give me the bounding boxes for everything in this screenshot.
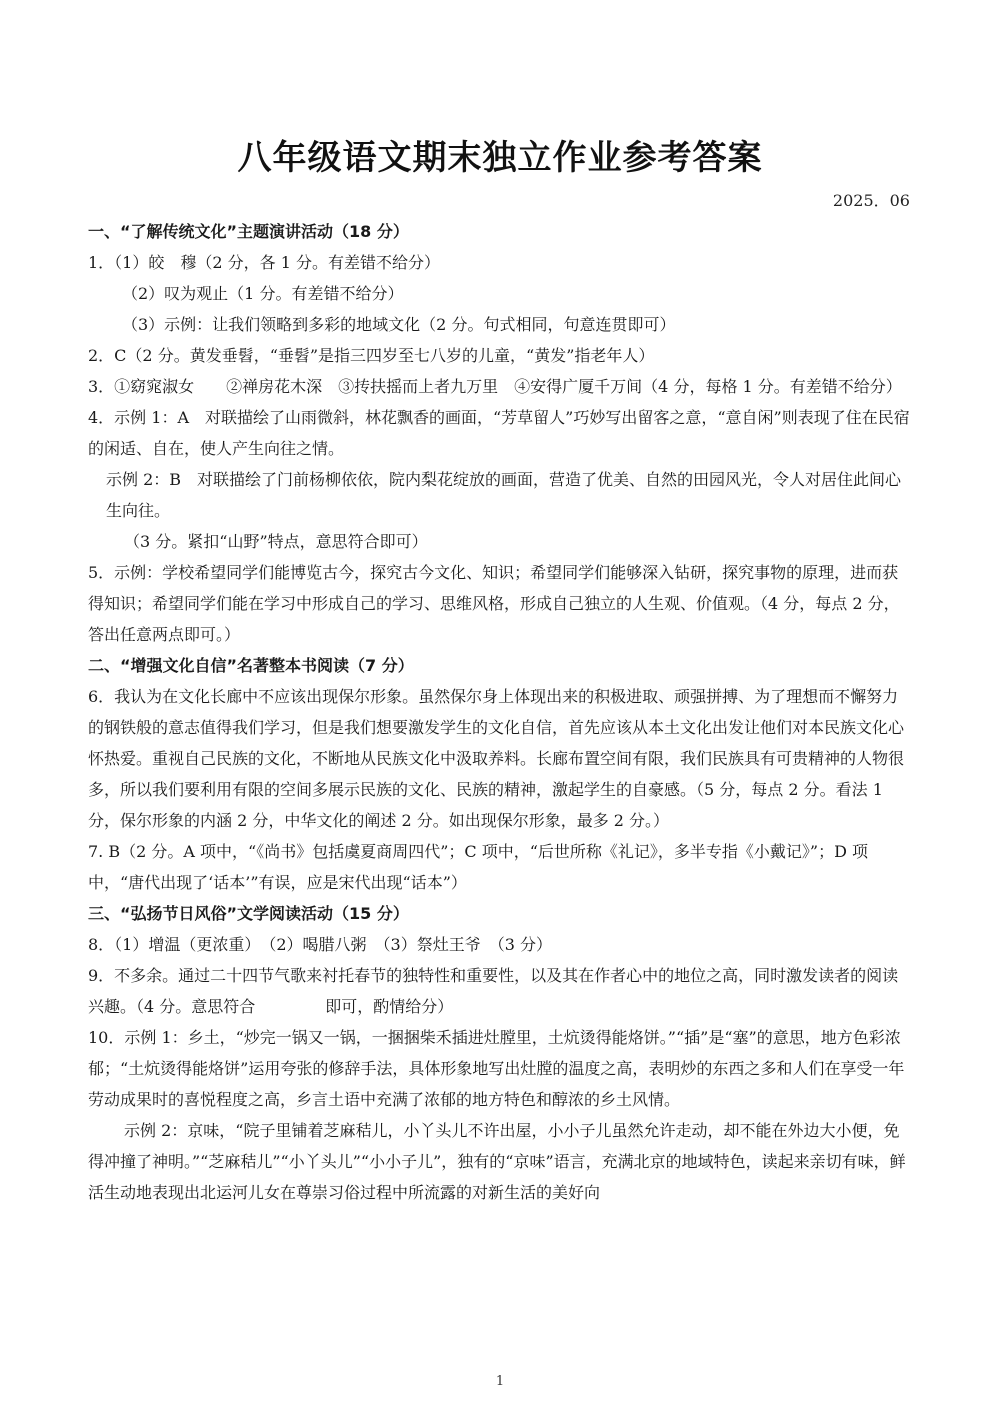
answer-q1-part3: （3）示例：让我们领略到多彩的地域文化（2 分。句式相同，句意连贯即可） xyxy=(122,315,676,334)
answer-q4-note: （3 分。紧扣“山野”特点，意思符合即可） xyxy=(124,532,428,551)
answer-q4-example2: 示例 2：B 对联描绘了门前杨柳依依，院内梨花绽放的画面，营造了优美、自然的田园风光，令人对居住此间心生向往。 xyxy=(106,470,902,520)
answer-q7: 7. B（2 分。A 项中，“《尚书》包括虞夏商周四代”；C 项中，“后世所称《礼记》，多半专指《小戴记》”；D 项中，“唐代出现了‘话本’”有误，应是宋代出现“话本”） xyxy=(88,842,868,892)
answer-q5: 5．示例：学校希望同学们能博览古今，探究古今文化、知识；希望同学们能够深入钻研，探究事物的原理，进而获得知识；希望同学们能在学习中形成自己的学习、思维风格，形成自己独立的人生观、价值观。（4 分，每点 2 分，答出任意两点即可。） xyxy=(88,563,900,644)
answer-q6: 6．我认为在文化长廊中不应该出现保尔形象。虽然保尔身上体现出来的积极进取、顽强拼搏、为了理想而不懈努力的钢铁般的意志值得我们学习，但是我们想要激发学生的文化自信，首先应该从本土文化出发让他们对本民族文化心怀热爱。重视自己民族的文化，不断地从民族文化中汲取养料。长廊布置空间有限，我们民族具有可贵精神的人物很多，所以我们要利用有限的空间多展示民族的文化、民族的精神，激起学生的自豪感。（5 分，每点 2 分。看法 1 分，保尔形象的内涵 2 分，中华文化的阐述 2 分。如出现保尔形象，最多 2 分。） xyxy=(88,687,905,830)
answer-q1-part2: （2）叹为观止（1 分。有差错不给分） xyxy=(122,284,404,303)
answer-q3: 3．①窈窕淑女 ②禅房花木深 ③抟扶摇而上者九万里 ④安得广厦千万间（4 分，每格 1 分。有差错不给分） xyxy=(88,377,902,396)
answer-q1-part1: 1．（1）皎 穆（2 分，各 1 分。有差错不给分） xyxy=(88,253,440,272)
answer-q10-example1: 10．示例 1：乡土，“炒完一锅又一锅，一捆捆柴禾插进灶膛里，土炕烫得能烙饼。”“插”是“塞”的意思，地方色彩浓郁；“土炕烫得能烙饼”运用夸张的修辞手法，具体形象地写出灶膛的温度之高，表明炒的东西之多和人们在享受一年劳动成果时的喜悦程度之高，乡言土语中充满了浓郁的地方特色和醇浓的乡土风情。 xyxy=(88,1028,905,1109)
answer-q9 xyxy=(88,960,912,1022)
answer-q8: 8．（1）增温（更浓重） （2）喝腊八粥 （3）祭灶王爷 （3 分） xyxy=(88,935,552,954)
answer-q9-text-a: 9．不多余。通过二十四节气歌来衬托春节的独特性和重要性，以及其在作者心中的地位之高，同时激发读者的阅读兴趣。（4 分。意思符合 xyxy=(88,966,899,1016)
answer-q10-example2: 示例 2：京味，“院子里铺着芝麻秸儿，小丫头儿不许出屋，小小子儿虽然允许走动，却不能在外边大小便，免得冲撞了神明。”“芝麻秸儿”“小丫头儿”“小小子儿”，独有的“京味”语言，充满北京的地域特色，读起来亲切有味，鲜活生动地表现出北运河儿女在尊崇习俗过程中所流露的对新生活的美好向 xyxy=(88,1121,906,1202)
section-heading-3: 三、“弘扬节日风俗”文学阅读活动（15 分） xyxy=(88,904,409,923)
document-date: 2025．06 xyxy=(832,191,910,210)
answer-body xyxy=(88,216,912,1208)
answer-q4-example1: 4．示例 1：A 对联描绘了山雨微斜，林花飘香的画面，“芳草留人”巧妙写出留客之意，“意自闲”则表现了住在民宿的闲适、自在，使人产生向往之情。 xyxy=(88,408,910,458)
page-title: 八年级语文期末独立作业参考答案 xyxy=(237,138,763,178)
answer-q9-text-b: 即可，酌情给分） xyxy=(325,997,454,1016)
answer-q2: 2．C（2 分。黄发垂髫，“垂髫”是指三四岁至七八岁的儿童，“黄发”指老年人） xyxy=(88,346,655,365)
section-heading-2: 二、“增强文化自信”名著整本书阅读（7 分） xyxy=(88,656,414,675)
section-heading-1: 一、“了解传统文化”主题演讲活动（18 分） xyxy=(88,222,409,241)
page-number: 1 xyxy=(495,1374,505,1389)
